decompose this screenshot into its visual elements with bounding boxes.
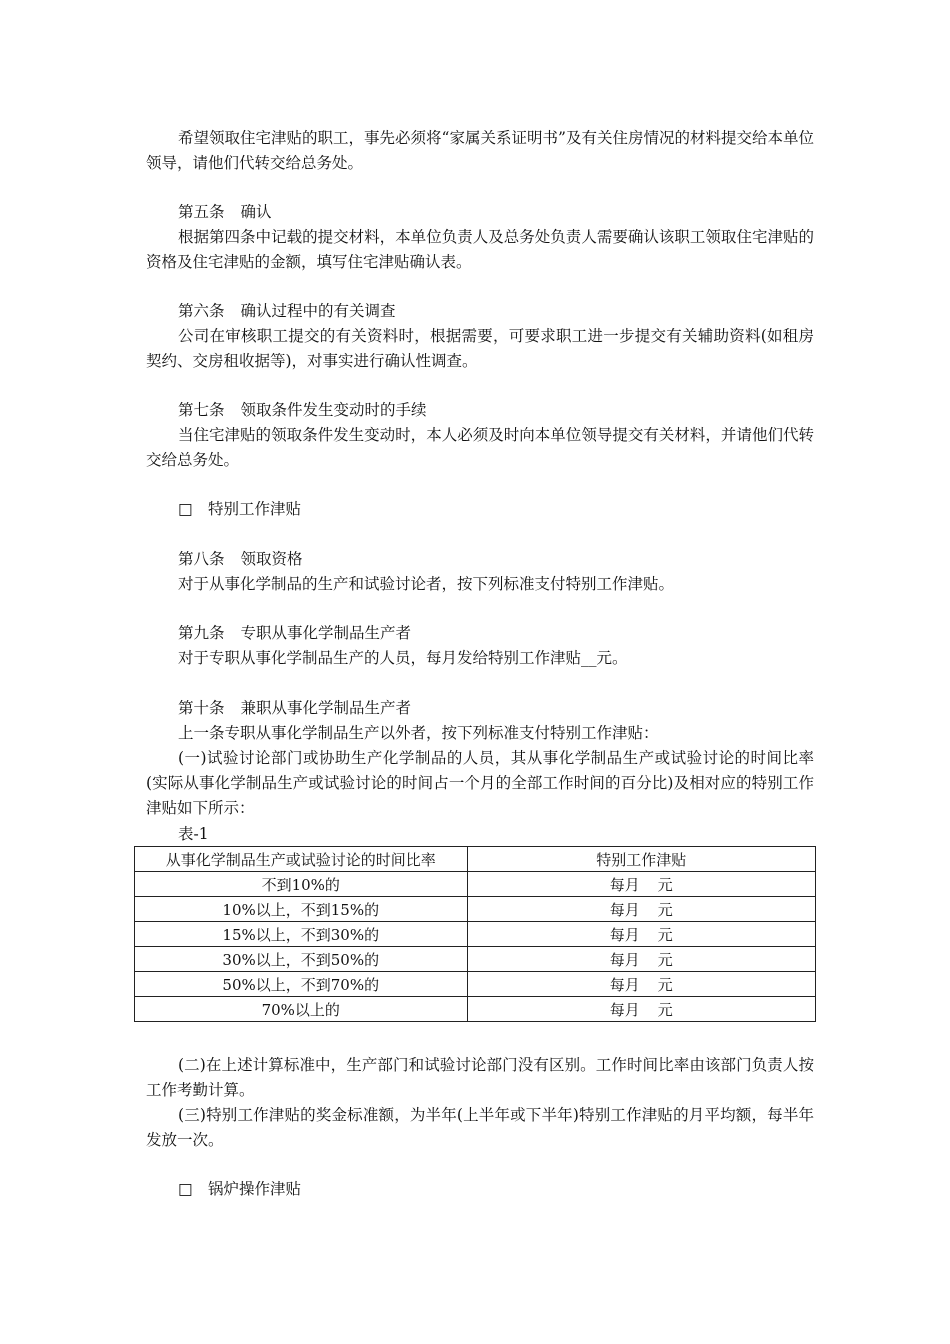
article-10-body-1: 上一条专职从事化学制品生产以外者，按下列标准支付特别工作津贴： <box>178 724 659 742</box>
article-title: 领取条件发生变动时的手续 <box>240 401 427 419</box>
table-row <box>135 872 816 897</box>
allowance-cell <box>467 897 815 922</box>
article-5-heading <box>146 200 846 225</box>
ratio-cell: 30%以上，不到50%的 <box>135 947 468 972</box>
article-10-body-2: (一)试验讨论部门或协助生产化学制品的人员，其从事化学制品生产或试验讨论的时间比率(实际从事化学制品生产或试验讨论的时间占一个月的全部工作时间的百分比)及相对应的特别工作津贴如下所示： <box>146 749 814 817</box>
article-title: 确认 <box>240 203 272 221</box>
unit-label: 元 <box>657 900 673 919</box>
article-number: 第七条 <box>178 401 225 419</box>
monthly-label: 每月 <box>609 950 640 969</box>
clause-three-paragraph: (三)特别工作津贴的奖金标准额，为半年(上半年或下半年)特别工作津贴的月平均额，每半年发放一次。 <box>146 1106 814 1149</box>
section-title: 锅炉操作津贴 <box>208 1180 302 1198</box>
article-9-heading <box>146 621 846 646</box>
section-special-allowance <box>146 497 846 522</box>
allowance-cell <box>467 922 815 947</box>
unit-label: 元 <box>657 950 673 969</box>
article-title: 专职从事化学制品生产者 <box>240 624 412 642</box>
allowance-cell <box>467 872 815 897</box>
article-6-body: 公司在审核职工提交的有关资料时，根据需要，可要求职工进一步提交有关辅助资料(如租房契约、交房租收据等)，对事实进行确认性调查。 <box>146 327 814 370</box>
allowance-table <box>134 846 816 1022</box>
table-header-ratio: 从事化学制品生产或试验讨论的时间比率 <box>135 847 468 872</box>
monthly-label: 每月 <box>609 1000 640 1019</box>
table-row <box>135 947 816 972</box>
article-title: 确认过程中的有关调查 <box>240 302 396 320</box>
checkbox-square-icon: □ <box>178 500 193 518</box>
unit-label: 元 <box>657 1000 673 1019</box>
monthly-label: 每月 <box>609 975 640 994</box>
allowance-cell <box>467 947 815 972</box>
ratio-cell: 不到10%的 <box>135 872 468 897</box>
ratio-cell: 15%以上，不到30%的 <box>135 922 468 947</box>
ratio-cell: 50%以上，不到70%的 <box>135 972 468 997</box>
article-6-heading <box>146 299 846 324</box>
table-row <box>135 997 816 1022</box>
article-number: 第九条 <box>178 624 225 642</box>
article-number: 第八条 <box>178 550 225 568</box>
allowance-cell <box>467 972 815 997</box>
table-header-allowance: 特别工作津贴 <box>467 847 815 872</box>
ratio-cell: 70%以上的 <box>135 997 468 1022</box>
ratio-cell: 10%以上，不到15%的 <box>135 897 468 922</box>
article-title: 兼职从事化学制品生产者 <box>240 699 412 717</box>
monthly-label: 每月 <box>609 875 640 894</box>
allowance-cell <box>467 997 815 1022</box>
article-10-heading <box>146 696 846 721</box>
section-boiler-allowance <box>146 1177 846 1202</box>
unit-label: 元 <box>657 925 673 944</box>
article-5-body: 根据第四条中记载的提交材料，本单位负责人及总务处负责人需要确认该职工领取住宅津贴的资格及住宅津贴的金额，填写住宅津贴确认表。 <box>146 228 814 271</box>
article-title: 领取资格 <box>240 550 303 568</box>
table-row <box>135 972 816 997</box>
article-9-body: 对于专职从事化学制品生产的人员，每月发给特别工作津贴__元。 <box>178 649 628 667</box>
article-7-heading <box>146 398 846 423</box>
monthly-label: 每月 <box>609 925 640 944</box>
article-8-heading <box>146 547 846 572</box>
article-7-body: 当住宅津贴的领取条件发生变动时，本人必须及时向本单位领导提交有关材料，并请他们代转交给总务处。 <box>146 426 814 469</box>
table-row <box>135 922 816 947</box>
article-number: 第六条 <box>178 302 225 320</box>
article-8-body: 对于从事化学制品的生产和试验讨论者，按下列标准支付特别工作津贴。 <box>178 575 675 593</box>
table-header-row <box>135 847 816 872</box>
unit-label: 元 <box>657 975 673 994</box>
table-row <box>135 897 816 922</box>
checkbox-square-icon: □ <box>178 1180 193 1198</box>
article-number: 第五条 <box>178 203 225 221</box>
section-title: 特别工作津贴 <box>208 500 302 518</box>
monthly-label: 每月 <box>609 900 640 919</box>
intro-paragraph: 希望领取住宅津贴的职工，事先必须将“家属关系证明书”及有关住房情况的材料提交给本单位领导，请他们代转交给总务处。 <box>146 129 814 172</box>
unit-label: 元 <box>657 875 673 894</box>
table-caption: 表-1 <box>178 825 209 843</box>
clause-two-paragraph: (二)在上述计算标准中，生产部门和试验讨论部门没有区别。工作时间比率由该部门负责人按工作考勤计算。 <box>146 1056 814 1099</box>
article-number: 第十条 <box>178 699 225 717</box>
